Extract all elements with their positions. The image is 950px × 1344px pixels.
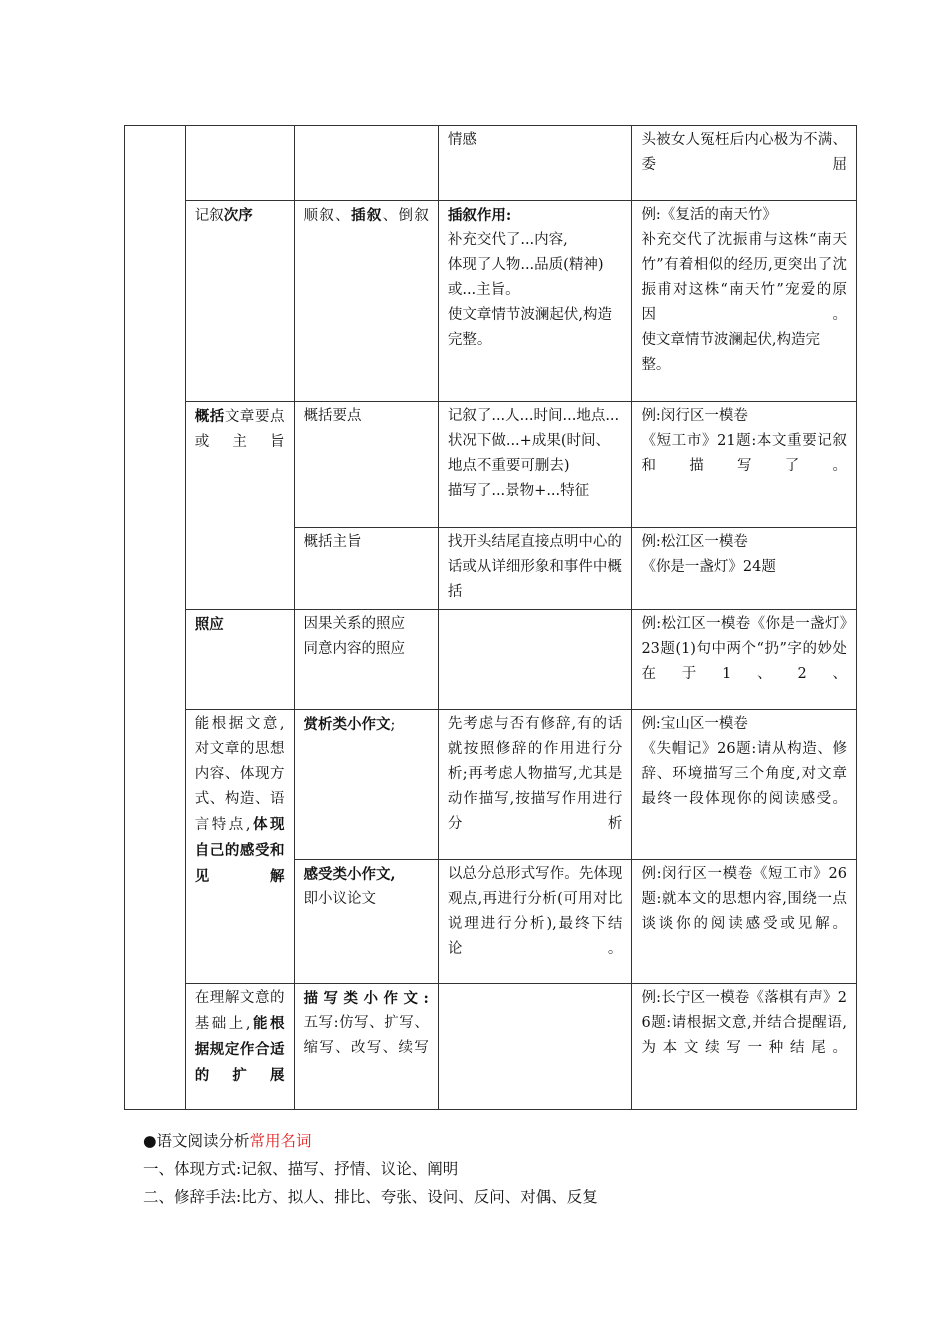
cell-text: 描写了...景物+...特征 bbox=[447, 483, 590, 499]
cell-text: 因果关系的照应 bbox=[303, 616, 406, 632]
cell-text-bold: 照应 bbox=[194, 616, 224, 633]
cell-text: 在理解文意的基础上, bbox=[194, 990, 285, 1032]
notes-line: 一、体现方式:记叙、描写、抒情、议论、阐明 bbox=[143, 1160, 459, 1178]
cell-text: 补充交代了...内容, bbox=[447, 232, 568, 248]
cell-text: 例:长宁区一模卷《落棋有声》26题:请根据文意,并结合提醒语,为本文续写一种结尾。 bbox=[641, 990, 847, 1056]
table-cell bbox=[632, 860, 857, 984]
table-cell bbox=[185, 984, 294, 1110]
table-cell bbox=[438, 610, 632, 710]
table-cell bbox=[294, 402, 438, 528]
cell-text: 例:松江区一模卷 bbox=[641, 534, 748, 550]
table-row bbox=[125, 710, 857, 860]
table-cell bbox=[185, 610, 294, 710]
cell-text: 补充交代了沈振甫与这株“南天竹”有着相似的经历,更突出了沈振甫对这株“南天竹”宠爱的原因。 bbox=[641, 232, 847, 323]
cell-text-bold: 描写类小作文: bbox=[303, 990, 429, 1007]
table-row bbox=[125, 984, 857, 1110]
table-cell bbox=[294, 984, 438, 1110]
cell-text-bold: 插叙 bbox=[351, 207, 383, 224]
notes-line: 二、修辞手法:比方、拟人、排比、夸张、设问、反问、对偶、反复 bbox=[143, 1188, 598, 1206]
cell-text: ; bbox=[390, 717, 396, 733]
table-cell bbox=[294, 528, 438, 610]
table-row bbox=[125, 201, 857, 402]
table-cell bbox=[294, 201, 438, 402]
table-cell bbox=[185, 201, 294, 402]
table-cell bbox=[294, 126, 438, 201]
reading-analysis-table bbox=[124, 125, 857, 1110]
cell-text: 例:宝山区一模卷 bbox=[641, 716, 748, 732]
table-cell bbox=[632, 528, 857, 610]
cell-text-bold: 插叙作用: bbox=[447, 207, 512, 224]
cell-text: 先考虑与否有修辞,有的话就按照修辞的作用进行分析;再考虑人物描写,尤其是动作描写,按描写作用进行分析 bbox=[447, 716, 623, 832]
table-cell bbox=[438, 528, 632, 610]
cell-text: 情感 bbox=[447, 132, 477, 148]
table-cell bbox=[438, 402, 632, 528]
cell-text: 例:闵行区一模卷 bbox=[641, 408, 748, 424]
cell-text: 、倒叙 bbox=[382, 208, 429, 224]
table-row bbox=[125, 126, 857, 201]
cell-text: 同意内容的照应 bbox=[303, 641, 406, 657]
cell-text: 例:松江区一模卷《你是一盏灯》23题(1)句中两个“扔”字的妙处在于1、2、 bbox=[641, 616, 847, 682]
cell-text: 《短工市》21题:本文重要记叙和描写了。 bbox=[641, 433, 847, 474]
cell-text: 例:闵行区一模卷《短工市》26题:就本文的思想内容,围绕一点谈谈你的阅读感受或见解。 bbox=[641, 866, 847, 932]
cell-text: 《失帽记》26题:请从构造、修辞、环境描写三个角度,对文章最终一段体现你的阅读感受。 bbox=[641, 741, 847, 807]
cell-text: 概括主旨 bbox=[303, 534, 362, 550]
cell-text-bold: 能根据规定作合适的扩展 bbox=[194, 1015, 285, 1084]
notes-heading bbox=[143, 1127, 598, 1155]
cell-text-bold: 次序 bbox=[223, 207, 253, 224]
cell-text: 能根据文意,对文章的思想内容、体现方式、构造、语言特点, bbox=[194, 716, 285, 833]
cell-text: 以总分总形式写作。先体现观点,再进行分析(可用对比说理进行分析),最终下结论。 bbox=[447, 866, 623, 957]
cell-text-bold: 体现自己的感受和见解 bbox=[194, 816, 285, 885]
table-cell bbox=[438, 710, 632, 860]
cell-text: 例:《复活的南天竹》 bbox=[641, 207, 777, 223]
table-row bbox=[125, 610, 857, 710]
notes-heading-highlight: 常用名词 bbox=[249, 1132, 312, 1150]
notes-heading-text: 语文阅读分析 bbox=[156, 1132, 250, 1150]
cell-text-bold: 概括 bbox=[194, 408, 225, 425]
table-cell bbox=[632, 402, 857, 528]
cell-text-bold: 赏析类小作文 bbox=[303, 716, 391, 733]
table-cell bbox=[294, 860, 438, 984]
cell-text: 记叙了...人...时间...地点...状况下做...+成果(时间、地点不重要可删去) bbox=[447, 408, 620, 474]
table-cell bbox=[632, 201, 857, 402]
cell-text: 五写:仿写、扩写、缩写、改写、续写 bbox=[303, 1015, 429, 1056]
table-cell bbox=[185, 402, 294, 610]
cell-text: 文章要点或主旨 bbox=[194, 409, 285, 450]
cell-text: 记叙 bbox=[194, 208, 224, 224]
table-cell bbox=[632, 984, 857, 1110]
bullet-dot-icon: ● bbox=[143, 1132, 157, 1150]
cell-text: 头被女人冤枉后内心极为不满、委屈 bbox=[641, 132, 847, 173]
terms-notes bbox=[143, 1127, 598, 1211]
cell-text: 概括要点 bbox=[303, 408, 362, 424]
table-cell bbox=[294, 610, 438, 710]
table-cell-category bbox=[125, 126, 186, 1110]
cell-text: 顺叙、 bbox=[303, 208, 352, 224]
cell-text: 《你是一盏灯》24题 bbox=[641, 559, 776, 575]
table-cell bbox=[632, 126, 857, 201]
table-cell bbox=[185, 710, 294, 984]
cell-text: 即小议论文 bbox=[303, 891, 377, 907]
table-cell bbox=[185, 126, 294, 201]
table-row bbox=[125, 402, 857, 528]
table-cell bbox=[438, 984, 632, 1110]
cell-text: 体现了人物...品质(精神)或...主旨。 bbox=[447, 257, 604, 298]
cell-text-bold: 感受类小作文, bbox=[303, 866, 396, 883]
table-cell bbox=[438, 201, 632, 402]
table-cell bbox=[632, 610, 857, 710]
cell-text: 使文章情节波澜起伏,构造完整。 bbox=[641, 332, 821, 373]
cell-text: 找开头结尾直接点明中心的话或从详细形象和事件中概括 bbox=[447, 534, 622, 600]
cell-text: 使文章情节波澜起伏,构造完整。 bbox=[447, 307, 612, 348]
table-cell bbox=[632, 710, 857, 860]
table-cell bbox=[294, 710, 438, 860]
table-cell bbox=[438, 126, 632, 201]
table-cell bbox=[438, 860, 632, 984]
